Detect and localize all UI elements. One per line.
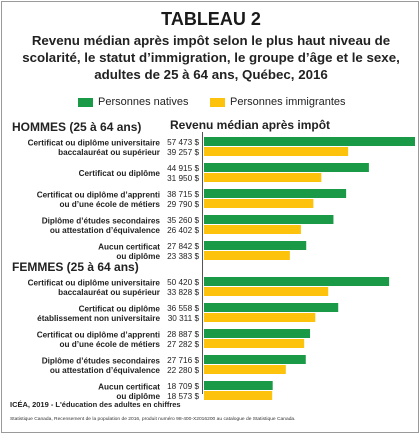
- value-label-femmes-3-natives: 27 716 $: [167, 356, 199, 365]
- subtitle-line-2: scolarité, le statut d’immigration, le groupe d’âge et le sexe,: [22, 50, 400, 65]
- value-label-femmes-3-immigrantes: 22 280 $: [167, 366, 199, 375]
- legend-swatch-natives: [78, 98, 93, 107]
- value-label-hommes-3-natives: 35 260 $: [167, 216, 199, 225]
- section-heading-femmes: FEMMES (25 à 64 ans): [12, 260, 139, 274]
- subtitle-line-1: Revenu médian après impôt selon le plus haut niveau de: [31, 33, 391, 48]
- category-label-femmes-0-0: Certificat ou diplôme universitaire: [27, 278, 160, 288]
- category-label-femmes-1-0: Certificat ou diplôme: [78, 304, 160, 314]
- value-label-femmes-0-immigrantes: 33 828 $: [167, 288, 199, 297]
- source-detail: Statistique Canada, Recensement de la population de 2016, produit numéro 98-400-X2016200 au catalogue de Statistique Canada.: [10, 417, 296, 422]
- bar-femmes-4-immigrantes: [204, 391, 272, 400]
- subtitle-line-3: adultes de 25 à 64 ans, Québec, 2016: [94, 67, 328, 82]
- category-label-hommes-3-0: Diplôme d’études secondaires: [41, 216, 160, 226]
- category-label-femmes-3-1: ou attestation d’équivalence: [49, 365, 160, 375]
- category-label-femmes-4-1: ou diplôme: [116, 391, 160, 401]
- category-label-femmes-4-0: Aucun certificat: [98, 382, 160, 392]
- chart-title: Revenu médian après impôt: [170, 118, 331, 132]
- category-label-femmes-1-1: établissement non universitaire: [37, 313, 160, 323]
- value-label-femmes-2-natives: 28 887 $: [167, 330, 199, 339]
- bar-hommes-4-immigrantes: [204, 251, 290, 260]
- bar-hommes-0-immigrantes: [204, 147, 348, 156]
- category-label-hommes-3-1: ou attestation d’équivalence: [49, 225, 160, 235]
- bar-femmes-1-natives: [204, 303, 338, 312]
- bar-femmes-4-natives: [204, 381, 273, 390]
- bar-femmes-3-immigrantes: [204, 365, 286, 374]
- bar-hommes-3-natives: [204, 215, 333, 224]
- bar-hommes-0-natives: [204, 137, 415, 146]
- category-label-femmes-2-0: Certificat ou diplôme d’apprenti: [36, 330, 160, 340]
- bar-hommes-2-immigrantes: [204, 199, 313, 208]
- bar-hommes-4-natives: [204, 241, 306, 250]
- value-label-femmes-4-immigrantes: 18 573 $: [167, 392, 199, 401]
- value-label-hommes-1-natives: 44 915 $: [167, 164, 199, 173]
- bar-chart: [2, 132, 420, 422]
- bar-hommes-2-natives: [204, 189, 346, 198]
- bar-femmes-0-natives: [204, 277, 389, 286]
- category-label-hommes-4-0: Aucun certificat: [98, 242, 160, 252]
- value-label-hommes-0-natives: 57 473 $: [167, 138, 199, 147]
- legend-swatch-immigrantes: [210, 98, 225, 107]
- value-label-femmes-1-natives: 36 558 $: [167, 304, 199, 313]
- value-label-hommes-1-immigrantes: 31 950 $: [167, 174, 199, 183]
- value-label-femmes-1-immigrantes: 30 311 $: [167, 314, 199, 323]
- value-label-hommes-4-immigrantes: 23 383 $: [167, 252, 199, 261]
- category-label-femmes-3-0: Diplôme d’études secondaires: [41, 356, 160, 366]
- value-label-femmes-2-immigrantes: 27 282 $: [167, 340, 199, 349]
- value-label-femmes-4-natives: 18 709 $: [167, 382, 199, 391]
- value-label-hommes-3-immigrantes: 26 402 $: [167, 226, 199, 235]
- value-label-hommes-4-natives: 27 842 $: [167, 242, 199, 251]
- value-label-hommes-0-immigrantes: 39 257 $: [167, 148, 199, 157]
- bar-hommes-1-immigrantes: [204, 173, 321, 182]
- category-label-hommes-0-0: Certificat ou diplôme universitaire: [27, 138, 160, 148]
- bar-femmes-1-immigrantes: [204, 313, 315, 322]
- source-main: ICÉA, 2019 - L'éducation des adultes en chiffres: [10, 400, 181, 409]
- category-label-hommes-2-1: ou d’une école de métiers: [59, 199, 160, 209]
- category-label-hommes-4-1: ou diplôme: [116, 251, 160, 261]
- category-label-hommes-2-0: Certificat ou diplôme d’apprenti: [36, 190, 160, 200]
- page-title: TABLEAU 2: [161, 9, 261, 29]
- bar-femmes-2-immigrantes: [204, 339, 304, 348]
- bar-femmes-2-natives: [204, 329, 310, 338]
- section-heading-hommes: HOMMES (25 à 64 ans): [12, 120, 142, 134]
- category-label-femmes-0-1: baccalauréat ou supérieur: [58, 287, 160, 297]
- value-label-hommes-2-immigrantes: 29 790 $: [167, 200, 199, 209]
- bar-hommes-1-natives: [204, 163, 369, 172]
- category-label-hommes-0-1: baccalauréat ou supérieur: [58, 147, 160, 157]
- bar-femmes-0-immigrantes: [204, 287, 328, 296]
- bar-femmes-3-natives: [204, 355, 306, 364]
- bar-hommes-3-immigrantes: [204, 225, 301, 234]
- value-label-femmes-0-natives: 50 420 $: [167, 278, 199, 287]
- legend-label-natives: Personnes natives: [98, 96, 189, 108]
- legend-label-immigrantes: Personnes immigrantes: [230, 96, 346, 108]
- value-label-hommes-2-natives: 38 715 $: [167, 190, 199, 199]
- figure-frame: [1, 1, 419, 433]
- category-label-femmes-2-1: ou d’une école de métiers: [59, 339, 160, 349]
- category-label-hommes-1-0: Certificat ou diplôme: [78, 169, 160, 178]
